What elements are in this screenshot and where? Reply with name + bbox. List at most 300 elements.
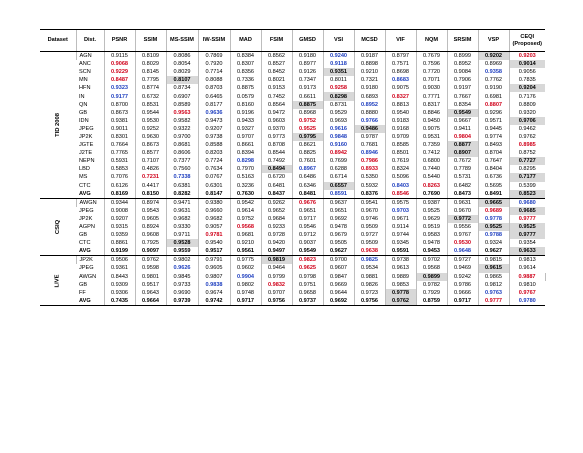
score-cell: 0.9778 bbox=[478, 215, 509, 223]
table-row bbox=[40, 215, 545, 223]
dataset-name: LIVE bbox=[54, 274, 61, 288]
score-cell: 0.9788 bbox=[478, 231, 509, 239]
ceqi-subtitle: (Proposed) bbox=[512, 40, 543, 47]
score-cell: 0.9509 bbox=[354, 239, 385, 247]
score-cell: 0.8898 bbox=[354, 60, 385, 68]
score-cell: 0.8150 bbox=[135, 190, 166, 199]
score-cell: 0.9791 bbox=[198, 256, 230, 265]
score-cell: 0.7724 bbox=[198, 157, 230, 165]
score-cell: 0.9203 bbox=[509, 52, 545, 61]
score-cell: 0.9636 bbox=[198, 109, 230, 117]
metric-header-vif: VIF bbox=[385, 30, 416, 52]
table-row bbox=[40, 157, 545, 165]
table-row bbox=[40, 289, 545, 297]
score-cell: 0.9703 bbox=[385, 207, 416, 215]
score-cell: 0.9445 bbox=[478, 125, 509, 133]
score-cell: 0.9706 bbox=[509, 117, 545, 125]
score-cell: 0.7869 bbox=[198, 52, 230, 61]
score-cell: 0.7359 bbox=[416, 141, 447, 149]
dist-header: Dist. bbox=[76, 30, 104, 52]
distortion-label: FF bbox=[79, 289, 86, 296]
score-cell: 0.9075 bbox=[385, 84, 416, 92]
score-cell: 0.9670 bbox=[354, 207, 385, 215]
score-cell: 0.9450 bbox=[416, 117, 447, 125]
score-cell: 0.9534 bbox=[354, 264, 385, 272]
score-cell: 0.9738 bbox=[198, 133, 230, 141]
score-cell: 0.7970 bbox=[230, 165, 261, 173]
score-cell: 0.9525 bbox=[478, 223, 509, 231]
table-row bbox=[40, 256, 545, 265]
score-cell: 0.6486 bbox=[292, 173, 323, 181]
score-cell: 0.7699 bbox=[323, 157, 354, 165]
score-cell: 0.8946 bbox=[354, 149, 385, 157]
score-cell: 0.8621 bbox=[292, 141, 323, 149]
table-row bbox=[40, 133, 545, 141]
score-cell: 0.8673 bbox=[104, 109, 135, 117]
score-cell: 0.9848 bbox=[323, 133, 354, 141]
table-row bbox=[40, 207, 545, 215]
score-cell: 0.8356 bbox=[230, 68, 261, 76]
distortion-label: MN bbox=[79, 77, 88, 84]
score-cell: 0.9752 bbox=[230, 215, 261, 223]
score-cell: 0.9542 bbox=[230, 198, 261, 207]
score-cell: 0.8985 bbox=[509, 141, 545, 149]
score-cell: 0.8969 bbox=[478, 60, 509, 68]
score-cell: 0.9598 bbox=[135, 264, 166, 272]
distortion-label: IDN bbox=[79, 117, 89, 124]
score-cell: 0.9057 bbox=[198, 223, 230, 231]
results-table bbox=[40, 29, 545, 306]
score-cell: 0.8473 bbox=[447, 190, 478, 199]
score-cell: 0.6482 bbox=[447, 182, 478, 190]
score-cell: 0.9823 bbox=[292, 256, 323, 265]
score-cell: 0.9602 bbox=[230, 264, 261, 272]
score-cell: 0.8752 bbox=[509, 149, 545, 157]
score-cell: 0.7338 bbox=[166, 173, 198, 181]
table-row bbox=[40, 52, 545, 61]
score-cell: 0.6381 bbox=[166, 182, 198, 190]
distortion-label: JP2K bbox=[79, 133, 93, 140]
score-cell: 0.7377 bbox=[166, 157, 198, 165]
score-cell: 0.9626 bbox=[166, 264, 198, 272]
score-cell: 0.9563 bbox=[166, 109, 198, 117]
score-cell: 0.8404 bbox=[478, 165, 509, 173]
score-cell: 0.8681 bbox=[166, 141, 198, 149]
score-cell: 0.8501 bbox=[385, 149, 416, 157]
score-cell: 0.8021 bbox=[261, 76, 292, 84]
average-row bbox=[40, 297, 545, 306]
score-cell: 0.9756 bbox=[261, 297, 292, 306]
score-cell: 0.8564 bbox=[261, 101, 292, 109]
score-cell: 0.9153 bbox=[261, 84, 292, 92]
score-cell: 0.9471 bbox=[166, 198, 198, 207]
score-cell: 0.8177 bbox=[198, 101, 230, 109]
score-cell: 0.9433 bbox=[230, 117, 261, 125]
score-cell: 0.8875 bbox=[292, 101, 323, 109]
score-cell: 0.7435 bbox=[104, 297, 135, 306]
score-cell: 0.9666 bbox=[447, 289, 478, 297]
score-cell: 0.9380 bbox=[198, 198, 230, 207]
score-cell: 0.8708 bbox=[261, 141, 292, 149]
score-cell: 0.9258 bbox=[323, 84, 354, 92]
score-cell: 0.9097 bbox=[135, 247, 166, 256]
score-cell: 0.9190 bbox=[478, 84, 509, 92]
score-cell: 0.9676 bbox=[292, 198, 323, 207]
score-cell: 0.9904 bbox=[230, 273, 261, 281]
score-cell: 0.9660 bbox=[198, 207, 230, 215]
distortion-label: JP2K bbox=[76, 256, 104, 265]
table-row bbox=[40, 198, 545, 207]
score-cell: 0.5695 bbox=[478, 182, 509, 190]
score-cell: 0.9411 bbox=[447, 125, 478, 133]
score-cell: 0.8054 bbox=[166, 60, 198, 68]
score-cell: 0.9330 bbox=[166, 223, 198, 231]
score-cell: 0.8493 bbox=[478, 141, 509, 149]
score-cell: 0.9615 bbox=[478, 264, 509, 272]
score-cell: 0.9252 bbox=[135, 125, 166, 133]
score-cell: 0.9847 bbox=[323, 273, 354, 281]
score-cell: 0.9700 bbox=[166, 133, 198, 141]
score-cell: 0.9207 bbox=[198, 125, 230, 133]
score-cell: 0.9519 bbox=[416, 223, 447, 231]
score-cell: 0.8933 bbox=[354, 165, 385, 173]
score-cell: 0.9324 bbox=[478, 239, 509, 247]
score-cell: 0.8169 bbox=[104, 190, 135, 199]
score-cell: 0.9651 bbox=[292, 207, 323, 215]
score-cell: 0.9780 bbox=[509, 297, 545, 306]
score-cell: 0.7107 bbox=[135, 157, 166, 165]
score-cell: 0.8683 bbox=[385, 76, 416, 84]
score-cell: 0.7492 bbox=[261, 157, 292, 165]
score-cell: 0.9807 bbox=[198, 273, 230, 281]
score-cell: 0.9782 bbox=[416, 281, 447, 289]
score-cell: 0.9644 bbox=[323, 289, 354, 297]
score-cell: 0.8327 bbox=[385, 92, 416, 100]
score-cell: 0.9160 bbox=[323, 141, 354, 149]
metric-header-mcsd: MCSD bbox=[354, 30, 385, 52]
score-cell: 0.8403 bbox=[385, 182, 416, 190]
score-cell: 0.9478 bbox=[323, 223, 354, 231]
distortion-label: AGN bbox=[76, 52, 104, 61]
score-cell: 0.6720 bbox=[261, 173, 292, 181]
dataset-label bbox=[40, 198, 76, 256]
score-cell: 0.9826 bbox=[354, 281, 385, 289]
score-cell: 0.9541 bbox=[354, 198, 385, 207]
score-cell: 0.7986 bbox=[354, 157, 385, 165]
score-cell: 0.7765 bbox=[104, 149, 135, 157]
score-cell: 0.9643 bbox=[135, 289, 166, 297]
score-cell: 0.9173 bbox=[292, 84, 323, 92]
score-cell: 0.9630 bbox=[135, 133, 166, 141]
table-row bbox=[40, 84, 545, 92]
score-cell: 0.9637 bbox=[323, 198, 354, 207]
distortion-label: QN bbox=[79, 101, 88, 108]
score-cell: 0.9762 bbox=[385, 297, 416, 306]
distortion-label: LBD bbox=[79, 166, 90, 173]
score-cell: 0.8942 bbox=[323, 149, 354, 157]
score-cell: 0.9320 bbox=[509, 109, 545, 117]
score-cell: 0.9651 bbox=[323, 207, 354, 215]
score-cell: 0.9509 bbox=[354, 223, 385, 231]
score-cell: 0.9011 bbox=[104, 125, 135, 133]
score-cell: 0.9616 bbox=[323, 125, 354, 133]
score-cell: 0.9568 bbox=[230, 223, 261, 231]
score-cell: 0.9728 bbox=[261, 231, 292, 239]
score-cell: 0.8698 bbox=[385, 68, 416, 76]
score-cell: 0.8160 bbox=[230, 101, 261, 109]
score-cell: 0.8797 bbox=[385, 52, 416, 61]
distortion-label: AWGN bbox=[76, 198, 104, 207]
score-cell: 0.9838 bbox=[198, 281, 230, 289]
score-cell: 0.9486 bbox=[354, 125, 385, 133]
score-cell: 0.9531 bbox=[416, 133, 447, 141]
score-cell: 0.8877 bbox=[447, 141, 478, 149]
score-cell: 0.7929 bbox=[416, 289, 447, 297]
score-cell: 0.7601 bbox=[292, 157, 323, 165]
score-cell: 0.8437 bbox=[261, 190, 292, 199]
score-cell: 0.9528 bbox=[166, 239, 198, 247]
score-cell: 0.9229 bbox=[104, 68, 135, 76]
score-cell: 0.9631 bbox=[447, 198, 478, 207]
score-cell: 0.9204 bbox=[509, 84, 545, 92]
score-cell: 0.9202 bbox=[478, 52, 509, 61]
score-cell: 0.9473 bbox=[198, 117, 230, 125]
score-cell: 0.9525 bbox=[292, 125, 323, 133]
score-cell: 0.9787 bbox=[354, 133, 385, 141]
score-cell: 0.9030 bbox=[416, 84, 447, 92]
table-row bbox=[40, 182, 545, 190]
score-cell: 0.9530 bbox=[447, 239, 478, 247]
score-cell: 0.9845 bbox=[166, 273, 198, 281]
score-cell: 0.6981 bbox=[478, 92, 509, 100]
score-cell: 0.9777 bbox=[509, 215, 545, 223]
score-cell: 0.4417 bbox=[135, 182, 166, 190]
score-cell: 0.7647 bbox=[478, 157, 509, 165]
score-cell: 0.8298 bbox=[230, 157, 261, 165]
score-cell: 0.8734 bbox=[166, 84, 198, 92]
score-cell: 0.8952 bbox=[354, 101, 385, 109]
score-cell: 0.8704 bbox=[478, 149, 509, 157]
score-cell: 0.7795 bbox=[135, 76, 166, 84]
score-cell: 0.8661 bbox=[230, 141, 261, 149]
score-cell: 0.9387 bbox=[416, 198, 447, 207]
score-cell: 0.7664 bbox=[104, 141, 135, 149]
score-cell: 0.7906 bbox=[447, 76, 478, 84]
score-cell: 0.9469 bbox=[447, 264, 478, 272]
metric-header-vsp: VSP bbox=[478, 30, 509, 52]
table-row bbox=[40, 109, 545, 117]
score-cell: 0.9682 bbox=[198, 215, 230, 223]
score-cell: 0.7762 bbox=[478, 76, 509, 84]
score-cell: 0.5350 bbox=[354, 173, 385, 181]
score-cell: 0.9702 bbox=[416, 256, 447, 265]
score-cell: 0.8523 bbox=[509, 190, 545, 199]
score-cell: 0.4826 bbox=[135, 165, 166, 173]
score-cell: 0.8203 bbox=[198, 149, 230, 157]
score-cell: 0.9815 bbox=[478, 256, 509, 265]
score-cell: 0.9671 bbox=[385, 215, 416, 223]
score-cell: 0.7452 bbox=[261, 92, 292, 100]
score-cell: 0.9778 bbox=[385, 289, 416, 297]
score-cell: 0.8531 bbox=[135, 101, 166, 109]
score-cell: 0.8491 bbox=[478, 190, 509, 199]
score-cell: 0.9613 bbox=[385, 264, 416, 272]
score-cell: 0.8807 bbox=[478, 101, 509, 109]
score-cell: 0.9881 bbox=[354, 273, 385, 281]
score-cell: 0.9207 bbox=[104, 215, 135, 223]
score-cell: 0.7071 bbox=[416, 76, 447, 84]
score-cell: 0.9889 bbox=[385, 273, 416, 281]
score-cell: 0.9627 bbox=[323, 247, 354, 256]
score-cell: 0.9813 bbox=[509, 256, 545, 265]
score-cell: 0.9773 bbox=[261, 133, 292, 141]
score-cell: 0.8452 bbox=[261, 68, 292, 76]
score-cell: 0.7560 bbox=[166, 165, 198, 173]
score-cell: 0.7336 bbox=[230, 76, 261, 84]
score-cell: 0.9240 bbox=[323, 52, 354, 61]
score-cell: 0.9887 bbox=[509, 273, 545, 281]
distortion-label: CTC bbox=[79, 182, 91, 189]
score-cell: 0.9327 bbox=[230, 125, 261, 133]
score-cell: 0.9306 bbox=[104, 289, 135, 297]
score-cell: 0.0579 bbox=[230, 92, 261, 100]
score-cell: 0.8731 bbox=[323, 101, 354, 109]
score-cell: 0.8952 bbox=[447, 60, 478, 68]
score-cell: 0.9685 bbox=[509, 207, 545, 215]
score-cell: 0.9684 bbox=[261, 215, 292, 223]
score-cell: 0.8494 bbox=[261, 165, 292, 173]
distortion-label: AVG bbox=[76, 297, 104, 306]
distortion-label: GB bbox=[79, 232, 88, 239]
score-cell: 0.9717 bbox=[292, 215, 323, 223]
score-cell: 0.7177 bbox=[509, 173, 545, 181]
score-cell: 0.6907 bbox=[166, 92, 198, 100]
score-cell: 0.9648 bbox=[447, 247, 478, 256]
score-cell: 0.8825 bbox=[292, 149, 323, 157]
score-cell: 0.9540 bbox=[198, 239, 230, 247]
score-cell: 0.8968 bbox=[292, 109, 323, 117]
score-cell: 0.9571 bbox=[478, 117, 509, 125]
score-cell: 0.7634 bbox=[198, 165, 230, 173]
score-cell: 0.9361 bbox=[104, 264, 135, 272]
average-row bbox=[40, 190, 545, 199]
score-cell: 0.9556 bbox=[447, 223, 478, 231]
dataset-label bbox=[40, 52, 76, 199]
dataset-label bbox=[40, 256, 76, 306]
score-cell: 0.6126 bbox=[104, 182, 135, 190]
score-cell: 0.9568 bbox=[416, 264, 447, 272]
score-cell: 0.9638 bbox=[354, 247, 385, 256]
score-cell: 0.9812 bbox=[478, 281, 509, 289]
score-cell: 0.9068 bbox=[104, 60, 135, 68]
score-cell: 0.8546 bbox=[385, 190, 416, 199]
distortion-label: JP2K bbox=[79, 215, 93, 222]
score-cell: 0.9084 bbox=[447, 68, 478, 76]
score-cell: 0.9775 bbox=[230, 256, 261, 265]
score-cell: 0.9583 bbox=[416, 231, 447, 239]
score-cell: 0.9242 bbox=[447, 273, 478, 281]
score-cell: 0.9197 bbox=[447, 84, 478, 92]
table-row bbox=[40, 125, 545, 133]
score-cell: 0.9210 bbox=[230, 239, 261, 247]
score-cell: 0.7630 bbox=[230, 190, 261, 199]
score-cell: 0.6557 bbox=[323, 182, 354, 190]
score-cell: 0.9322 bbox=[166, 125, 198, 133]
score-cell: 0.9381 bbox=[104, 117, 135, 125]
score-cell: 0.9679 bbox=[323, 231, 354, 239]
score-cell: 0.7176 bbox=[509, 92, 545, 100]
score-cell: 0.8544 bbox=[261, 149, 292, 157]
metric-header-mad: MAD bbox=[230, 30, 261, 52]
score-cell: 0.8295 bbox=[509, 165, 545, 173]
table-row bbox=[40, 117, 545, 125]
score-cell: 0.7619 bbox=[385, 157, 416, 165]
score-cell: 0.9766 bbox=[354, 117, 385, 125]
distortion-label: AGPN bbox=[79, 224, 95, 231]
score-cell: 0.6893 bbox=[354, 92, 385, 100]
score-cell: 0.9582 bbox=[166, 117, 198, 125]
score-cell: 0.9717 bbox=[230, 297, 261, 306]
score-cell: 0.9744 bbox=[385, 231, 416, 239]
score-cell: 0.9810 bbox=[509, 281, 545, 289]
score-cell: 0.7681 bbox=[354, 141, 385, 149]
table-row bbox=[40, 223, 545, 231]
score-cell: 0.9614 bbox=[509, 264, 545, 272]
distortion-label: JPEG bbox=[79, 125, 94, 132]
score-cell: 0.9669 bbox=[323, 281, 354, 289]
score-cell: 0.7771 bbox=[416, 92, 447, 100]
score-cell: 0.9354 bbox=[509, 239, 545, 247]
score-cell: 0.7347 bbox=[292, 76, 323, 84]
score-cell: 0.8086 bbox=[166, 52, 198, 61]
score-cell: 0.9799 bbox=[261, 273, 292, 281]
score-cell: 0.7667 bbox=[447, 92, 478, 100]
score-cell: 0.9670 bbox=[447, 207, 478, 215]
score-cell: 0.9607 bbox=[323, 264, 354, 272]
score-cell: 0.8562 bbox=[261, 52, 292, 61]
score-cell: 0.7076 bbox=[104, 173, 135, 181]
score-cell: 0.9199 bbox=[104, 247, 135, 256]
score-cell: 0.9262 bbox=[261, 198, 292, 207]
score-cell: 0.8354 bbox=[447, 101, 478, 109]
score-cell: 0.9738 bbox=[385, 256, 416, 265]
score-cell: 0.9658 bbox=[292, 289, 323, 297]
score-cell: 0.9712 bbox=[292, 231, 323, 239]
score-cell: 0.9114 bbox=[385, 223, 416, 231]
score-cell: 0.8588 bbox=[198, 141, 230, 149]
score-cell: 0.9804 bbox=[447, 133, 478, 141]
score-cell: 0.8324 bbox=[385, 165, 416, 173]
score-cell: 0.8487 bbox=[104, 76, 135, 84]
score-cell: 0.9700 bbox=[323, 256, 354, 265]
table-row bbox=[40, 281, 545, 289]
score-cell: 0.9756 bbox=[354, 297, 385, 306]
score-cell: 0.8298 bbox=[323, 92, 354, 100]
table-body bbox=[40, 52, 545, 306]
dataset-header: Dataset bbox=[40, 30, 76, 52]
score-cell: 0.9693 bbox=[323, 117, 354, 125]
table-row bbox=[40, 60, 545, 68]
score-cell: 0.9075 bbox=[416, 125, 447, 133]
score-cell: 0.9689 bbox=[478, 207, 509, 215]
score-cell: 0.5932 bbox=[354, 182, 385, 190]
score-cell: 0.8585 bbox=[385, 141, 416, 149]
score-cell: 0.9665 bbox=[478, 198, 509, 207]
distortion-label: MS bbox=[79, 174, 88, 181]
score-cell: 0.3236 bbox=[230, 182, 261, 190]
metric-header-gmsd: GMSD bbox=[292, 30, 323, 52]
score-cell: 0.8307 bbox=[230, 60, 261, 68]
